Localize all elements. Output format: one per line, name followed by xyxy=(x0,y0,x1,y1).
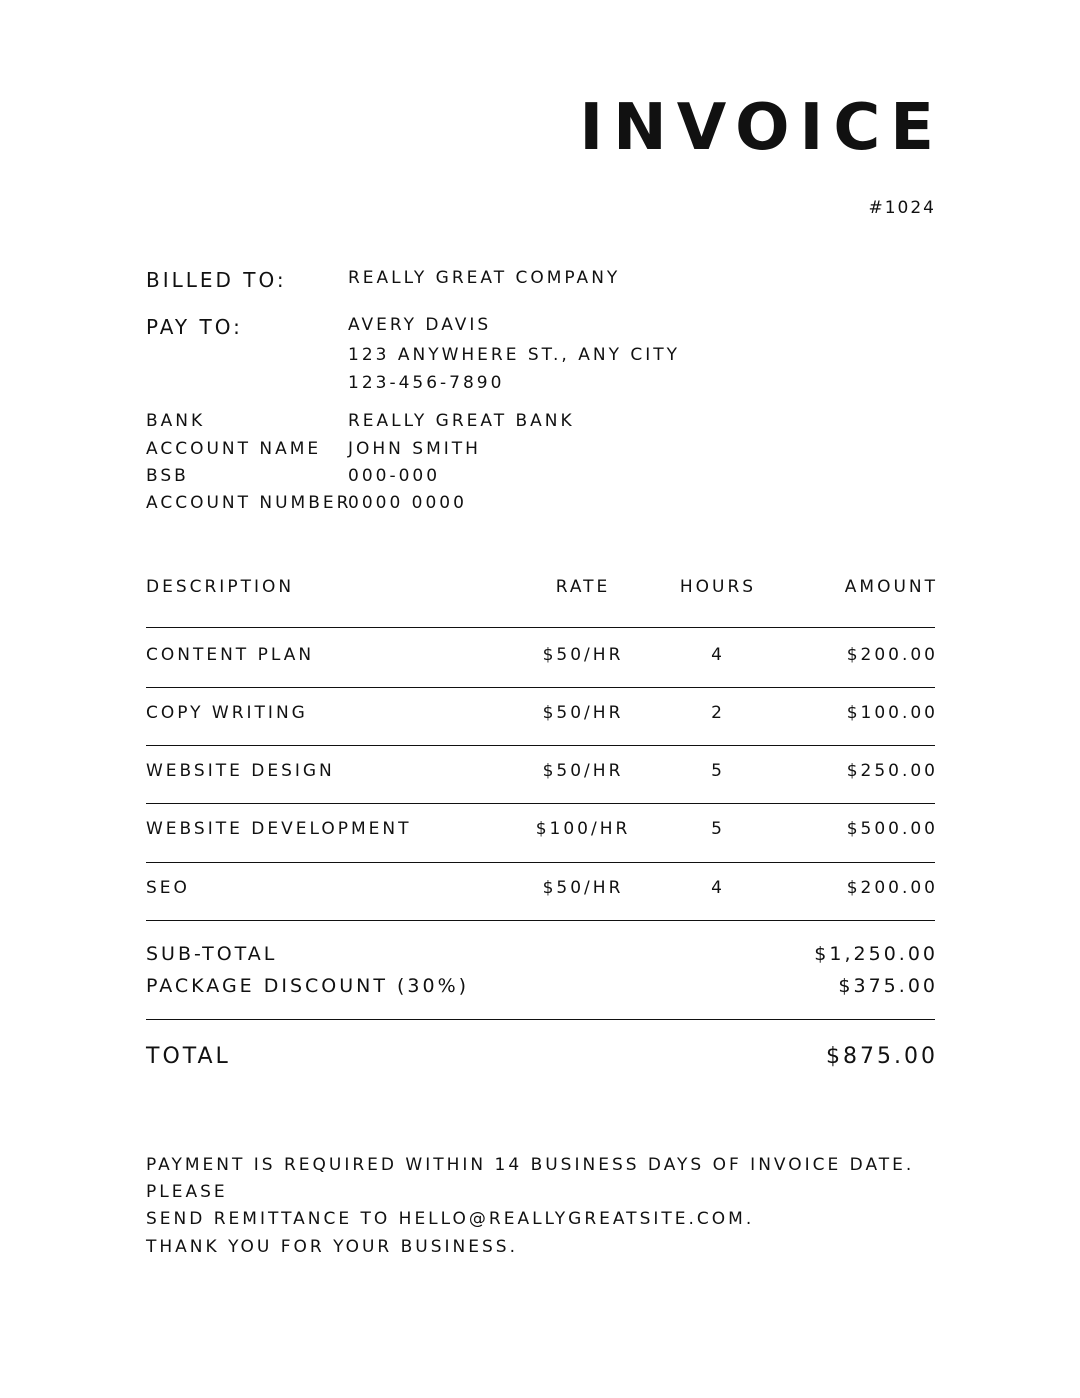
table-row xyxy=(146,761,938,791)
row-amount: $200.00 xyxy=(846,878,938,898)
pay-to-row xyxy=(146,315,935,345)
invoice-number: #1024 xyxy=(868,198,936,218)
account-name-label: ACCOUNT NAME xyxy=(146,439,322,459)
table-row xyxy=(146,703,938,733)
divider-line xyxy=(146,803,935,804)
account-name-row xyxy=(146,439,935,469)
table-row xyxy=(146,819,938,849)
row-hours: 5 xyxy=(711,761,725,781)
account-number-label: ACCOUNT NUMBER xyxy=(146,493,352,513)
divider-line xyxy=(146,745,935,746)
account-number-row xyxy=(146,493,935,523)
divider-line xyxy=(146,687,935,688)
divider-line xyxy=(146,862,935,863)
subtotal-row xyxy=(146,943,938,973)
total-label: TOTAL xyxy=(146,1044,231,1069)
discount-value: $375.00 xyxy=(838,975,938,997)
discount-label: PACKAGE DISCOUNT (30%) xyxy=(146,975,470,997)
divider-line xyxy=(146,920,935,921)
bank-value: REALLY GREAT BANK xyxy=(348,411,575,431)
row-description: WEBSITE DESIGN xyxy=(146,761,335,781)
billed-to-value: REALLY GREAT COMPANY xyxy=(348,268,621,288)
discount-row xyxy=(146,975,938,1005)
row-hours: 5 xyxy=(711,819,725,839)
row-rate: $50/HR xyxy=(542,878,624,898)
row-rate: $50/HR xyxy=(542,703,624,723)
bsb-row xyxy=(146,466,935,496)
account-number-value: 0000 0000 xyxy=(348,493,467,513)
divider-line xyxy=(146,627,935,628)
pay-to-name: AVERY DAVIS xyxy=(348,315,492,335)
divider-line xyxy=(146,1019,935,1020)
invoice-title: INVOICE xyxy=(579,91,944,165)
header-description: DESCRIPTION xyxy=(146,577,295,597)
row-amount: $500.00 xyxy=(846,819,938,839)
header-amount: AMOUNT xyxy=(844,577,938,597)
header-rate: RATE xyxy=(555,577,611,597)
payment-terms xyxy=(146,1152,946,1233)
subtotal-label: SUB-TOTAL xyxy=(146,943,278,965)
row-description: COPY WRITING xyxy=(146,703,308,723)
pay-to-address: 123 ANYWHERE ST., ANY CITY xyxy=(348,345,681,365)
row-amount: $250.00 xyxy=(846,761,938,781)
bank-label: BANK xyxy=(146,411,206,431)
row-description: SEO xyxy=(146,878,190,898)
pay-to-phone-row xyxy=(146,373,935,403)
total-row xyxy=(146,1044,938,1074)
header-hours: HOURS xyxy=(679,577,757,597)
billed-to-row xyxy=(146,268,935,298)
pay-to-address-row xyxy=(146,345,935,375)
row-rate: $50/HR xyxy=(542,761,624,781)
payment-terms-line-1: PAYMENT IS REQUIRED WITHIN 14 BUSINESS DAYS OF INVOICE DATE. PLEASE xyxy=(146,1155,915,1202)
row-hours: 2 xyxy=(711,703,725,723)
payment-terms-line-2: SEND REMITTANCE TO HELLO@REALLYGREATSITE.COM. xyxy=(146,1209,755,1229)
table-row xyxy=(146,645,938,675)
bsb-value: 000-000 xyxy=(348,466,441,486)
row-amount: $200.00 xyxy=(846,645,938,665)
row-hours: 4 xyxy=(711,645,725,665)
billed-to-label: BILLED TO: xyxy=(146,268,287,292)
row-description: CONTENT PLAN xyxy=(146,645,315,665)
table-header xyxy=(146,577,938,607)
row-hours: 4 xyxy=(711,878,725,898)
row-amount: $100.00 xyxy=(846,703,938,723)
account-name-value: JOHN SMITH xyxy=(348,439,481,459)
pay-to-label: PAY TO: xyxy=(146,315,243,339)
pay-to-phone: 123-456-7890 xyxy=(348,373,505,393)
row-description: WEBSITE DEVELOPMENT xyxy=(146,819,412,839)
total-value: $875.00 xyxy=(826,1044,938,1069)
subtotal-value: $1,250.00 xyxy=(814,943,938,965)
row-rate: $50/HR xyxy=(542,645,624,665)
thank-you-note: THANK YOU FOR YOUR BUSINESS. xyxy=(146,1237,518,1257)
row-rate: $100/HR xyxy=(535,819,631,839)
table-row xyxy=(146,878,938,908)
bsb-label: BSB xyxy=(146,466,189,486)
bank-row xyxy=(146,411,935,441)
